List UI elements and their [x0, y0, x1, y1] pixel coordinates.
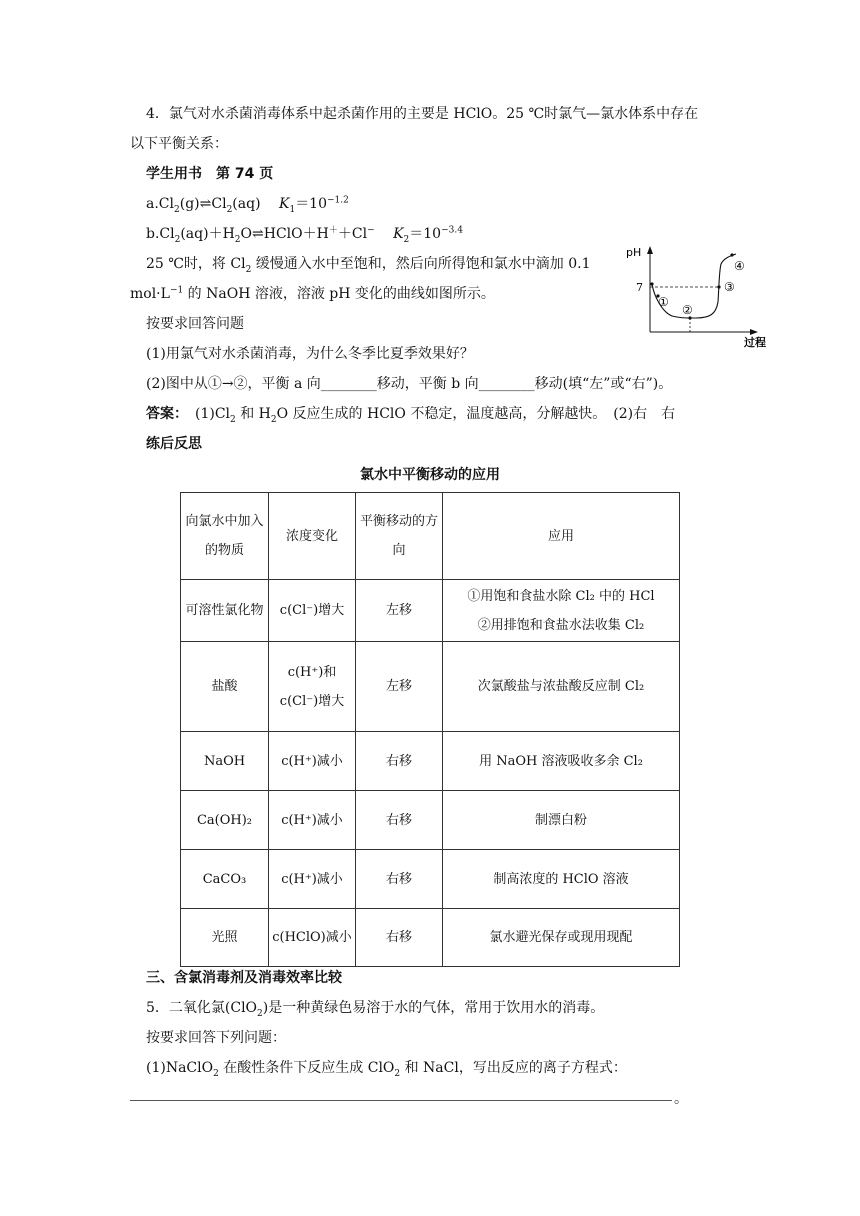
- table-row: [181, 909, 680, 967]
- equilibrium-a: $a.Cl_2(g)\rightleftharpoons Cl_2(aq)$ $K_1=10^{-1.2}$: [146, 195, 349, 215]
- cell-substance: Ca(OH)₂: [181, 791, 269, 850]
- chlorine-water-table: [180, 492, 680, 967]
- answer-end-mark: 。: [674, 1091, 688, 1107]
- equilibrium-b: $b.Cl_2(aq)+H_2O\rightleftharpoons HClO+H^++Cl^-$ $K_2=10^{-3.4}$: [146, 225, 463, 245]
- table-row: [181, 580, 680, 642]
- cell-change: c(HClO)减小: [269, 909, 356, 967]
- q4-para-line1: 25 ℃时，将 $Cl_2$ 缓慢通入水中至饱和，然后向所得饱和氯水中滴加 0.1: [146, 256, 591, 275]
- table-row: [181, 642, 680, 732]
- q4-line2: 以下平衡关系：: [130, 136, 228, 152]
- label-4: ④: [734, 259, 745, 273]
- label-1: ①: [658, 295, 669, 309]
- cell-change: c(H⁺)减小: [269, 850, 356, 909]
- header-application: 应用: [443, 493, 680, 580]
- cell-change: c(H⁺)和c(Cl⁻)增大: [269, 642, 356, 732]
- label-3: ③: [724, 280, 735, 294]
- cell-substance: NaOH: [181, 732, 269, 791]
- reflection-heading: 练后反思: [146, 436, 202, 452]
- y-axis-arrow: [647, 246, 653, 254]
- cell-change: c(Cl⁻)增大: [269, 580, 356, 642]
- table-row: [181, 732, 680, 791]
- cell-application: [443, 580, 680, 642]
- point-3-dot: [717, 285, 720, 288]
- cell-change: c(H⁺)减小: [269, 791, 356, 850]
- q5-sub1: (1)NaClO$_2$ 在酸性条件下反应生成 ClO$_2$ 和 NaCl，写出反应的离子方程式：: [146, 1060, 627, 1079]
- q5-instruction: 按要求回答下列问题：: [146, 1030, 286, 1046]
- table-row: [181, 850, 680, 909]
- cell-substance: CaCO₃: [181, 850, 269, 909]
- cell-application: 制高浓度的 HClO 溶液: [443, 850, 680, 909]
- table-row: [181, 791, 680, 850]
- cell-application: 氯水避光保存或现用现配: [443, 909, 680, 967]
- cell-substance: 可溶性氯化物: [181, 580, 269, 642]
- cell-application: 制漂白粉: [443, 791, 680, 850]
- point-4-dot: [730, 253, 733, 256]
- label-2: ②: [682, 303, 693, 317]
- q4-para-line2: $mol\cdot L^{-1}$ 的 NaOH 溶液，溶液 pH 变化的曲线如图所示。: [130, 285, 495, 302]
- cell-direction: 右移: [356, 791, 443, 850]
- cell-direction: 右移: [356, 909, 443, 967]
- y-axis-label: pH: [626, 246, 642, 259]
- x-axis-label: 过程: [744, 336, 766, 349]
- table-title: 氯水中平衡移动的应用: [360, 467, 500, 483]
- section-heading: 三、含氯消毒剂及消毒效率比较: [146, 970, 342, 986]
- page-reference: 学生用书 第 74 页: [146, 166, 274, 182]
- tick-7: 7: [636, 281, 643, 294]
- application-line-2: ②用排饱和食盐水法收集 Cl₂: [477, 617, 645, 633]
- cell-direction: 右移: [356, 850, 443, 909]
- cell-direction: 左移: [356, 642, 443, 732]
- q5-line1: 5．二氧化氯(ClO$_2$)是一种黄绿色易溶于水的气体，常用于饮用水的消毒。: [146, 1000, 605, 1019]
- q4-answer: 答案： $(1)Cl_2$ 和 $H_2O$ 反应生成的 HClO 不稳定，温度越高，分解越快。 (2)右 右: [146, 406, 676, 425]
- q4-sub2: (2)图中从①→②，平衡 a 向________移动，平衡 b 向________移动(填“左”或“右”)。: [146, 376, 673, 392]
- cell-change: c(H⁺)减小: [269, 732, 356, 791]
- q4-line1: 4．氯气对水杀菌消毒体系中起杀菌作用的主要是 HClO。25 ℃时氯气—氯水体系中存在: [146, 106, 699, 122]
- cell-application: 用 NaOH 溶液吸收多余 Cl₂: [443, 732, 680, 791]
- ph-curve-chart: [624, 240, 776, 350]
- header-change: 浓度变化: [269, 493, 356, 580]
- x-axis-arrow: [750, 329, 758, 335]
- curve-start-point: [650, 282, 653, 285]
- header-direction: 平衡移动的方向: [356, 493, 443, 580]
- cell-direction: 右移: [356, 732, 443, 791]
- q4-instruction: 按要求回答问题: [146, 316, 244, 332]
- header-substance: 向氯水中加入的物质: [181, 493, 269, 580]
- cell-direction: 左移: [356, 580, 443, 642]
- q4-sub1: (1)用氯气对水杀菌消毒，为什么冬季比夏季效果好？: [146, 346, 474, 362]
- answer-blank-line[interactable]: [130, 1100, 672, 1101]
- table-header-row: [181, 493, 680, 580]
- answer-label: 答案：: [146, 406, 181, 422]
- cell-application: 次氯酸盐与浓盐酸反应制 Cl₂: [443, 642, 680, 732]
- cell-substance: 光照: [181, 909, 269, 967]
- application-line-1: ①用饱和食盐水除 Cl₂ 中的 HCl: [467, 588, 655, 604]
- cell-substance: 盐酸: [181, 642, 269, 732]
